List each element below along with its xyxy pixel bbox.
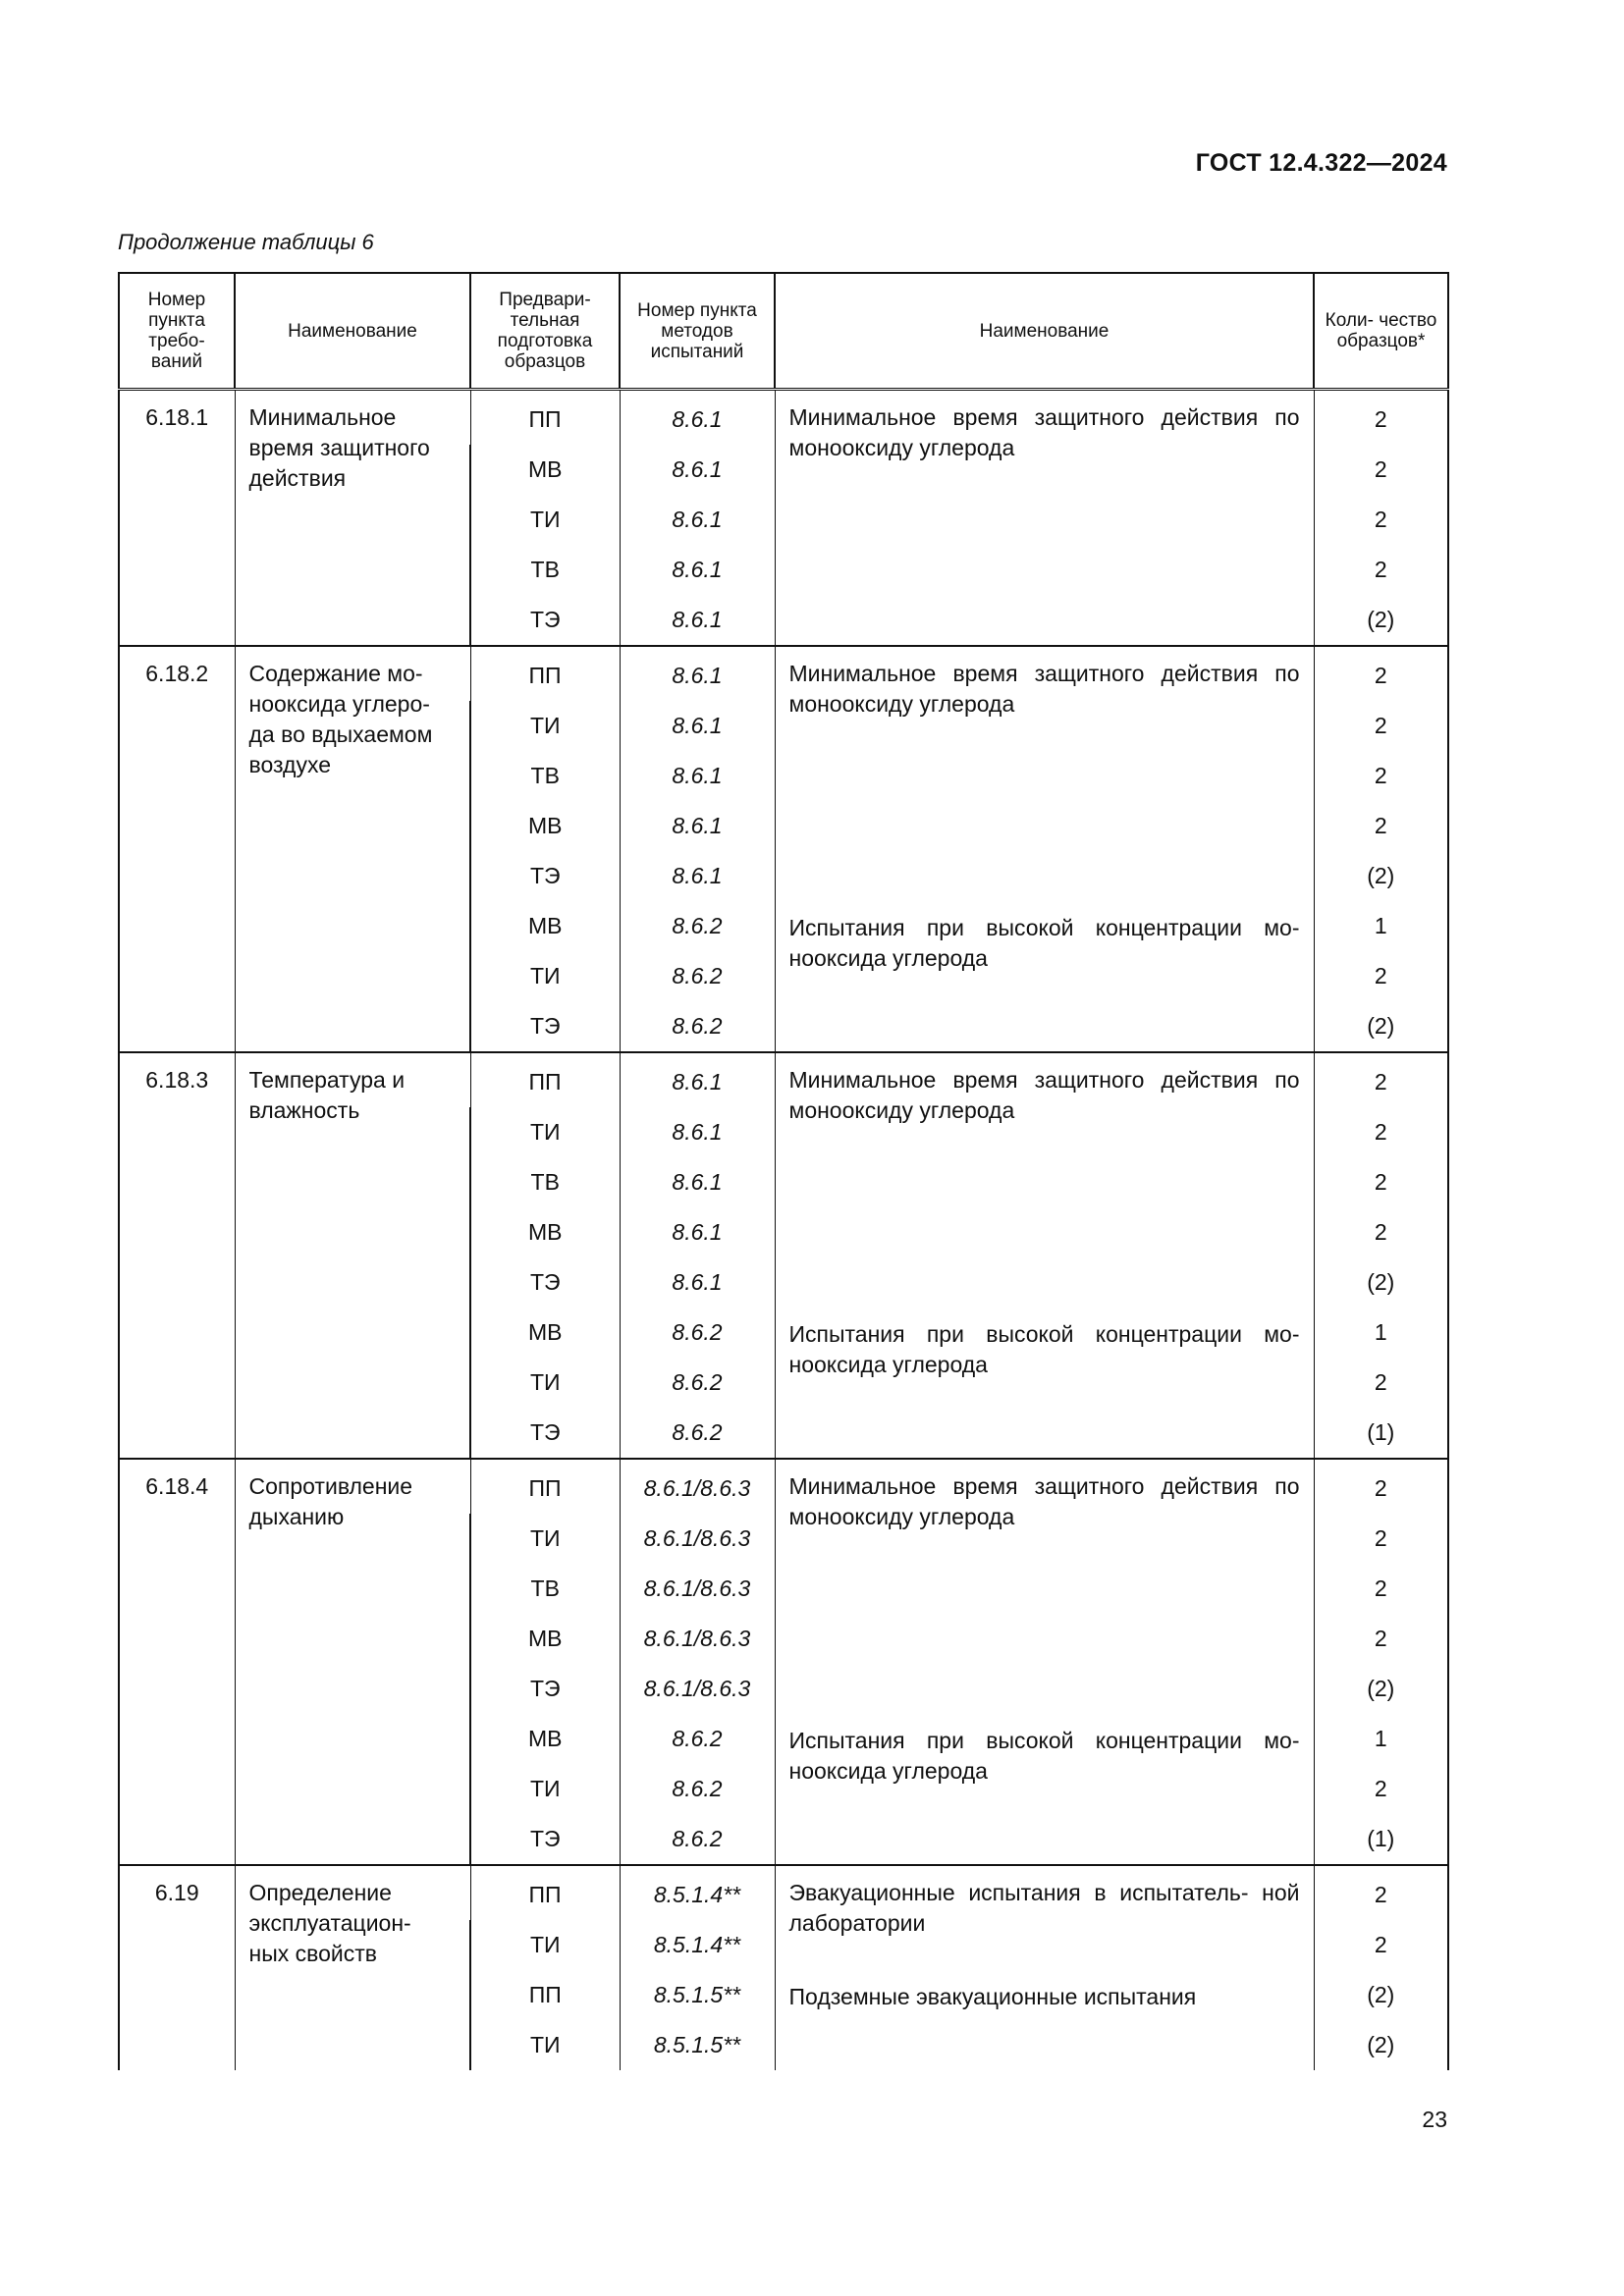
- method-number-cell: 8.5.1.4**: [620, 1865, 775, 1920]
- sample-count-cell: (2): [1314, 595, 1448, 646]
- sample-count-cell: 2: [1314, 1358, 1448, 1408]
- preparation-cell: ТЭ: [470, 595, 620, 646]
- test-name-cell: Минимальное время защитного действия по монооксиду углерода: [775, 390, 1314, 647]
- requirement-number-cell: 6.18.3: [119, 1052, 235, 1459]
- method-number-cell: 8.5.1.5**: [620, 2020, 775, 2070]
- table-row: [119, 1052, 1448, 1107]
- sample-count-cell: (2): [1314, 1970, 1448, 2020]
- method-number-cell: 8.6.1: [620, 701, 775, 751]
- sample-count-cell: 2: [1314, 1157, 1448, 1207]
- sample-count-cell: 2: [1314, 646, 1448, 701]
- method-number-cell: 8.5.1.5**: [620, 1970, 775, 2020]
- preparation-cell: МВ: [470, 1207, 620, 1257]
- method-number-cell: 8.6.1: [620, 445, 775, 495]
- method-number-cell: 8.6.1/8.6.3: [620, 1514, 775, 1564]
- table-row: [119, 390, 1448, 446]
- method-number-cell: 8.6.2: [620, 1408, 775, 1459]
- method-number-cell: 8.6.2: [620, 1764, 775, 1814]
- preparation-cell: МВ: [470, 445, 620, 495]
- sample-count-cell: (1): [1314, 1814, 1448, 1865]
- sample-count-cell: 2: [1314, 951, 1448, 1001]
- table-row: [119, 646, 1448, 701]
- method-number-cell: 8.6.2: [620, 1358, 775, 1408]
- test-name-cell: Испытания при высокой концентрации мо- нооксида углерода: [775, 1714, 1314, 1865]
- preparation-cell: МВ: [470, 901, 620, 951]
- method-number-cell: 8.6.2: [620, 901, 775, 951]
- preparation-cell: ТИ: [470, 1920, 620, 1970]
- sample-count-cell: 2: [1314, 1052, 1448, 1107]
- preparation-cell: МВ: [470, 1308, 620, 1358]
- sample-count-cell: 2: [1314, 1514, 1448, 1564]
- preparation-cell: ТИ: [470, 1358, 620, 1408]
- table-caption: Продолжение таблицы 6: [118, 230, 374, 254]
- sample-count-cell: (2): [1314, 1001, 1448, 1052]
- sample-count-cell: 2: [1314, 495, 1448, 545]
- column-header-method-number: Номер пункта методов испытаний: [620, 273, 775, 390]
- test-name-cell: Минимальное время защитного действия по монооксиду углерода: [775, 1459, 1314, 1714]
- document-code: ГОСТ 12.4.322—2024: [1195, 149, 1447, 177]
- requirement-name-cell: Минимальное время защитного действия: [235, 390, 470, 647]
- method-number-cell: 8.6.1: [620, 851, 775, 901]
- column-header-sample-count: Коли- чество образцов*: [1314, 273, 1448, 390]
- method-number-cell: 8.6.1/8.6.3: [620, 1459, 775, 1514]
- preparation-cell: ТИ: [470, 495, 620, 545]
- method-number-cell: 8.6.2: [620, 1001, 775, 1052]
- method-number-cell: 8.6.1: [620, 751, 775, 801]
- method-number-cell: 8.6.2: [620, 1714, 775, 1764]
- preparation-cell: ТЭ: [470, 1001, 620, 1052]
- sample-count-cell: (2): [1314, 1664, 1448, 1714]
- method-number-cell: 8.6.1/8.6.3: [620, 1614, 775, 1664]
- method-number-cell: 8.6.1: [620, 1052, 775, 1107]
- method-number-cell: 8.6.2: [620, 951, 775, 1001]
- method-number-cell: 8.6.1: [620, 545, 775, 595]
- method-number-cell: 8.6.1: [620, 1157, 775, 1207]
- sample-count-cell: 1: [1314, 901, 1448, 951]
- requirement-number-cell: 6.18.4: [119, 1459, 235, 1865]
- sample-count-cell: 2: [1314, 1920, 1448, 1970]
- sample-count-cell: (2): [1314, 1257, 1448, 1308]
- method-number-cell: 8.6.1: [620, 1257, 775, 1308]
- sample-count-cell: 2: [1314, 751, 1448, 801]
- preparation-cell: ПП: [470, 1459, 620, 1514]
- preparation-cell: ТЭ: [470, 1664, 620, 1714]
- test-name-cell: Минимальное время защитного действия по монооксиду углерода: [775, 1052, 1314, 1308]
- preparation-cell: ПП: [470, 1865, 620, 1920]
- sample-count-cell: 2: [1314, 1865, 1448, 1920]
- sample-count-cell: 2: [1314, 1107, 1448, 1157]
- preparation-cell: ТЭ: [470, 1408, 620, 1459]
- method-number-cell: 8.6.1: [620, 1207, 775, 1257]
- sample-count-cell: 2: [1314, 701, 1448, 751]
- column-header-req-number: Номер пункта требо- ваний: [119, 273, 235, 390]
- requirement-number-cell: 6.18.1: [119, 390, 235, 647]
- sample-count-cell: 2: [1314, 445, 1448, 495]
- sample-count-cell: (1): [1314, 1408, 1448, 1459]
- preparation-cell: ТЭ: [470, 1257, 620, 1308]
- sample-count-cell: 2: [1314, 1207, 1448, 1257]
- sample-count-cell: 2: [1314, 1564, 1448, 1614]
- table-header-row: [119, 273, 1448, 390]
- method-number-cell: 8.6.1/8.6.3: [620, 1664, 775, 1714]
- requirement-name-cell: Сопротивление дыханию: [235, 1459, 470, 1865]
- preparation-cell: ТЭ: [470, 1814, 620, 1865]
- preparation-cell: ТВ: [470, 751, 620, 801]
- requirement-number-cell: 6.19: [119, 1865, 235, 2070]
- preparation-cell: ТИ: [470, 1764, 620, 1814]
- test-name-cell: Подземные эвакуационные испытания: [775, 1970, 1314, 2070]
- preparation-cell: ТИ: [470, 2020, 620, 2070]
- preparation-cell: ПП: [470, 646, 620, 701]
- sample-count-cell: 1: [1314, 1714, 1448, 1764]
- table-body: [119, 390, 1448, 2071]
- sample-count-cell: 2: [1314, 1459, 1448, 1514]
- requirements-table: [118, 272, 1449, 2070]
- requirement-name-cell: Определение эксплуатацион- ных свойств: [235, 1865, 470, 2070]
- sample-count-cell: (2): [1314, 2020, 1448, 2070]
- preparation-cell: ТИ: [470, 951, 620, 1001]
- test-name-cell: Испытания при высокой концентрации мо- нооксида углерода: [775, 1308, 1314, 1459]
- test-name-cell: Минимальное время защитного действия по монооксиду углерода: [775, 646, 1314, 901]
- method-number-cell: 8.6.1: [620, 390, 775, 446]
- preparation-cell: ТИ: [470, 701, 620, 751]
- requirement-number-cell: 6.18.2: [119, 646, 235, 1052]
- preparation-cell: МВ: [470, 1714, 620, 1764]
- requirement-name-cell: Температура и влажность: [235, 1052, 470, 1459]
- test-name-cell: Испытания при высокой концентрации мо- нооксида углерода: [775, 901, 1314, 1052]
- preparation-cell: ТВ: [470, 1157, 620, 1207]
- sample-count-cell: (2): [1314, 851, 1448, 901]
- method-number-cell: 8.6.1: [620, 595, 775, 646]
- preparation-cell: ПП: [470, 390, 620, 446]
- requirement-name-cell: Содержание мо- нооксида углеро- да во вдыхаемом воздухе: [235, 646, 470, 1052]
- preparation-cell: МВ: [470, 801, 620, 851]
- preparation-cell: ТИ: [470, 1514, 620, 1564]
- method-number-cell: 8.6.1: [620, 801, 775, 851]
- sample-count-cell: 2: [1314, 1764, 1448, 1814]
- sample-count-cell: 2: [1314, 1614, 1448, 1664]
- table-row: [119, 1459, 1448, 1514]
- preparation-cell: ТИ: [470, 1107, 620, 1157]
- method-number-cell: 8.6.1/8.6.3: [620, 1564, 775, 1614]
- method-number-cell: 8.6.2: [620, 1308, 775, 1358]
- column-header-req-name: Наименование: [235, 273, 470, 390]
- preparation-cell: МВ: [470, 1614, 620, 1664]
- preparation-cell: ПП: [470, 1052, 620, 1107]
- preparation-cell: ТВ: [470, 1564, 620, 1614]
- preparation-cell: ТЭ: [470, 851, 620, 901]
- column-header-preparation: Предвари- тельная подготовка образцов: [470, 273, 620, 390]
- sample-count-cell: 1: [1314, 1308, 1448, 1358]
- method-number-cell: 8.6.1: [620, 646, 775, 701]
- sample-count-cell: 2: [1314, 545, 1448, 595]
- preparation-cell: ТВ: [470, 545, 620, 595]
- table-row: [119, 1865, 1448, 1920]
- preparation-cell: ПП: [470, 1970, 620, 2020]
- method-number-cell: 8.6.2: [620, 1814, 775, 1865]
- sample-count-cell: 2: [1314, 390, 1448, 446]
- page-number: 23: [1422, 2107, 1447, 2132]
- method-number-cell: 8.6.1: [620, 495, 775, 545]
- method-number-cell: 8.6.1: [620, 1107, 775, 1157]
- method-number-cell: 8.5.1.4**: [620, 1920, 775, 1970]
- column-header-test-name: Наименование: [775, 273, 1314, 390]
- sample-count-cell: 2: [1314, 801, 1448, 851]
- test-name-cell: Эвакуационные испытания в испытатель- ной лаборатории: [775, 1865, 1314, 1970]
